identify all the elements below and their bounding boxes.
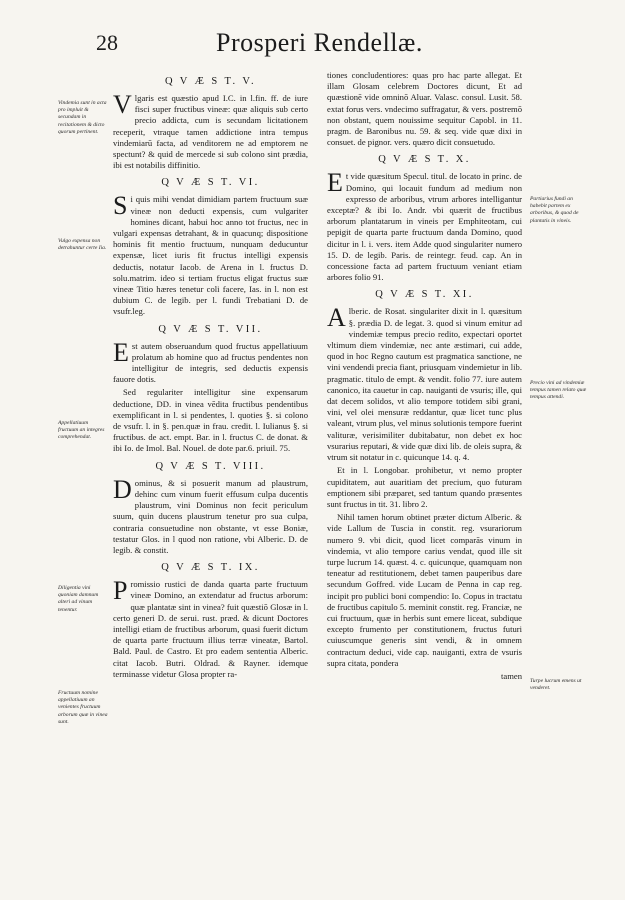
dropcap-viii: D — [113, 474, 132, 504]
margin-note: Partiarius fundi an habebit partem ex arboribus, & quod de plantatis in vineis. — [530, 196, 579, 224]
question-text-x — [327, 168, 522, 283]
left-column — [113, 70, 308, 680]
question-heading-viii: Q V Æ S T. VIII. — [155, 460, 266, 472]
margin-note: Precio vini ad vindemiæ tempus tamen relato quæ tempus attendi. — [530, 380, 587, 401]
question-body-xi: lberic. de Rosat. singulariter dixit in l. quæsitum §. prædia D. de legat. 3. quod si vinum emitur ad vindemiæ tempus precio redito, expectari oportet vltimum diem vindemiæ, nec ante æstimari, cui adde, quod in hoc Regno cautum est pragmatica sanctione, ne vini vendendi precia fiant, priusquam vindemietur in lib. pragmatic. titulo de empt. & vendit. folio 77. iure autem canonico, ita cauetur in cap. nauiganti de vsuris; ille, qui dat decem solidos, vt alio tempore totidem sibi grani, vini, vel olei mensuræ reddantur, quæ licet tunc plus valeant, vtrum plus, vel minus solutionis tempore fuerint valituræ, verisimiliter dubitabatur, non debet ex hoc vsurarius reputari, & vide quæ dixi lib. de oleis supra, & vtrum sit notatur in c. quicunque 14. q. 4. — [327, 306, 523, 463]
dropcap-x: E — [327, 168, 343, 198]
question-heading-x: Q V Æ S T. X. — [378, 154, 471, 166]
dropcap-vii: E — [113, 337, 129, 367]
question-body-vii: st autem obseruandum quod fructus appellatiuum prolatum ab homine quo ad fructus pendentes non intelligitur de integris, sed deductis expensis fauore dotis. — [113, 340, 308, 385]
page-number: 28 — [96, 30, 118, 55]
question-text-ix — [113, 576, 308, 680]
margin-note: Turpe lucrum emens ut venderet. — [530, 678, 582, 692]
question-text-v — [113, 90, 308, 171]
dropcap-vi: S — [113, 191, 128, 221]
question-body-vi: i quis mihi vendat dimidiam partem fructuum suæ vineæ non deducti expensis, cum vulgariter homines dicant, habui hoc anno tot fructus, nec in vulgari expensas detrahant, & in quacunq; dispositione hominis fit mentio fructuum, nunquam deducuntur expensæ, licet iuris fit fructus intelligi expensis deductis, notatur Iacob. de Arena in l. fructus D. solu.matrim. ideo si tertiam fructus eligat fructus suæ vineæ Titio hæres tenetur coli facere, Ias. in l. non est dubium C. de legib. per l. fundi Trebatiani D. de vsufr.leg. — [113, 194, 308, 317]
dropcap-ix: P — [113, 576, 128, 606]
question-heading-xi: Q V Æ S T. XI. — [375, 289, 474, 301]
dropcap-v: V — [113, 90, 132, 119]
margin-note: Diligentia vini quoniam damnum alteri ad vinum tenentur. — [58, 585, 99, 613]
continuation-text: tiones concludentiores: quas pro hac parte allegat. Et illam Glosam celebrem Doctores dicunt, Et ad quæstionē vide omninō Aluar. Valasc. consul. Lusit. 58. extat forus vers. vndecimo suffragatur, & vers. postremō non obstant, quem nouissime sequitur Capobl. in 11. pragm. de Baronibus nu. 59. & seq. vide quæ dixi in consuet. de pignor. vers. quæro dicit consuetudo. — [327, 70, 522, 148]
margin-note: Fructuum nomine appellatiuum an venientes fructuum arborum quæ in vinea sunt. — [58, 690, 108, 725]
margin-note: Vulgo expensa non detrahuntur certe Iia. — [58, 238, 107, 252]
question-body-xi-2: Et in l. Longobar. prohibetur, vt nemo propter cupiditatem, aut auaritiam det precium, quo futuram emptionem sibi præparet, sed tantum quando præsentes sunt fructus in tit. 31. libro 2. — [327, 465, 522, 509]
question-body-viii: ominus, & si posuerit manum ad plaustrum, dehinc cum vinum fuerit effusum culpa ducentis plaustrum, vini Dominus non fecit periculum suum, quin ducens plaustrum tenetur pro sua culpa, contraria consuetudine non obstante, vt esse Boniæ, testatur Glos. in l quod non ratione, vbi Alberic. D. de legib. & constit. — [113, 477, 308, 555]
question-text-vii — [113, 337, 308, 386]
question-body-vii-2: Sed regulariter intelligitur sine expensarum deductione, DD. in vinea vēdita fructibus pendentibus exemplificant in l. si pendentes, l. quoties §. si colono de vsufr. l. in §. pen.quæ in frau. credit. l. Iulianus §. si fructibus. de act. empt. Bar. in l. fructus C. de donat. & ibi Io. de Imol. Bal. Nouel. de dote par.6. priuil. 75. — [113, 387, 308, 454]
question-heading-ix: Q V Æ S T. IX. — [161, 562, 260, 574]
question-text-viii — [113, 474, 308, 556]
running-head: Prosperi Rendellæ. — [216, 28, 423, 57]
question-body-ix: romissio rustici de danda quarta parte fructuum vineæ Domino, an extendatur ad fructus arborum: quæ plantatæ sint in vinea? fuit quæstiō Glosæ in l. certo generi D. de serui. rust. præd. & dicunt Doctores intelligi etiam de fructibus arborum, quasi fuerit dictum de quarta parte fructuum illius terræ vineatæ, Bartol. Bald. Paul. de Castro. Et pro eadem sententia Alberic. citat Iacob. Butri. Oldrad. & Rayner. idemque terminasse videtur Glosa propter ra- — [113, 579, 308, 679]
question-heading-v: Q V Æ S T. V. — [164, 76, 257, 87]
question-body-x: t vide quæsitum Specul. titul. de locato in princ. de Domino, qui locauit fundum ad medium non expresso de arboribus, vtrum arbores intelligantur exceptæ? & ibi Io. Andr. vbi quærit de fructibus arborum plantatarum in vineis per Emphiteotam, cui pepigit de quarta parte fructuum danda Domino, quod dicitur in l. i. vers. item Adde quod singulariter numero 15. D. de legib. Paris. de reintegr. feud. cap. An in concessione facta ad partem fructuum veniant etiam arbores folio 91. — [327, 171, 522, 283]
question-heading-vi: Q V Æ S T. VI. — [161, 177, 260, 189]
question-body-xi-3: Nihil tamen horum obtinet præter dictum Alberic. & vide Lallum de Tuscia in constit. reg. vsurariorum numero 9. vbi dicit, quod licet comparās vinum in vindemia, vt alio tempore carius vendat, quod ille sit turpe lucrum 14. quæst. 4. c. quicunque, quamquam non teneatur ad restitutionem, debet tamen pauperibus dare secundum Goffred. vide Lucam de Penna in cap reg. incipit pro publici boni compendio: Io. Copus in tractatu de fructibus capitulo 5. meminit constit. reg. Franciæ, ne cui fructuum, quæ in herbis sunt emere liceat, subdique excepto frumento per constitutionem, fructus futuri cuiuscumque generis sint vendi, & in omnem contractum deduci, vide cap. nauiganti, extra de vsuris supra citata, pondera — [327, 512, 522, 668]
question-text-xi — [327, 303, 523, 463]
catchword: tamen — [501, 670, 522, 681]
right-column — [327, 70, 522, 681]
page-header — [96, 30, 516, 70]
margin-note: Appellatiuum fructuum an integres comprehendat. — [58, 420, 105, 441]
question-heading-vii: Q V Æ S T. VII. — [158, 323, 263, 335]
question-text-vi — [113, 191, 308, 317]
dropcap-xi: A — [327, 303, 346, 333]
margin-note: Vindemia sunt in acta pro impluit & secundam in recitationem & dicto quorum pertinent. — [58, 100, 107, 135]
question-body-v: lgaris est quæstio apud I.C. in l.fin. ff. de iure fisci super fructibus vineæ: quæ aliquis sub certo precio addicta, cum is secundam licitationem receperit, vtraque tamen addictione intra tempus vindemiarū facta, ad venditorem ne ad emptorem ne spectunt? & quid de mercede si sub colono sint prædia, ibi est notabilis diffinitio. — [113, 93, 308, 171]
